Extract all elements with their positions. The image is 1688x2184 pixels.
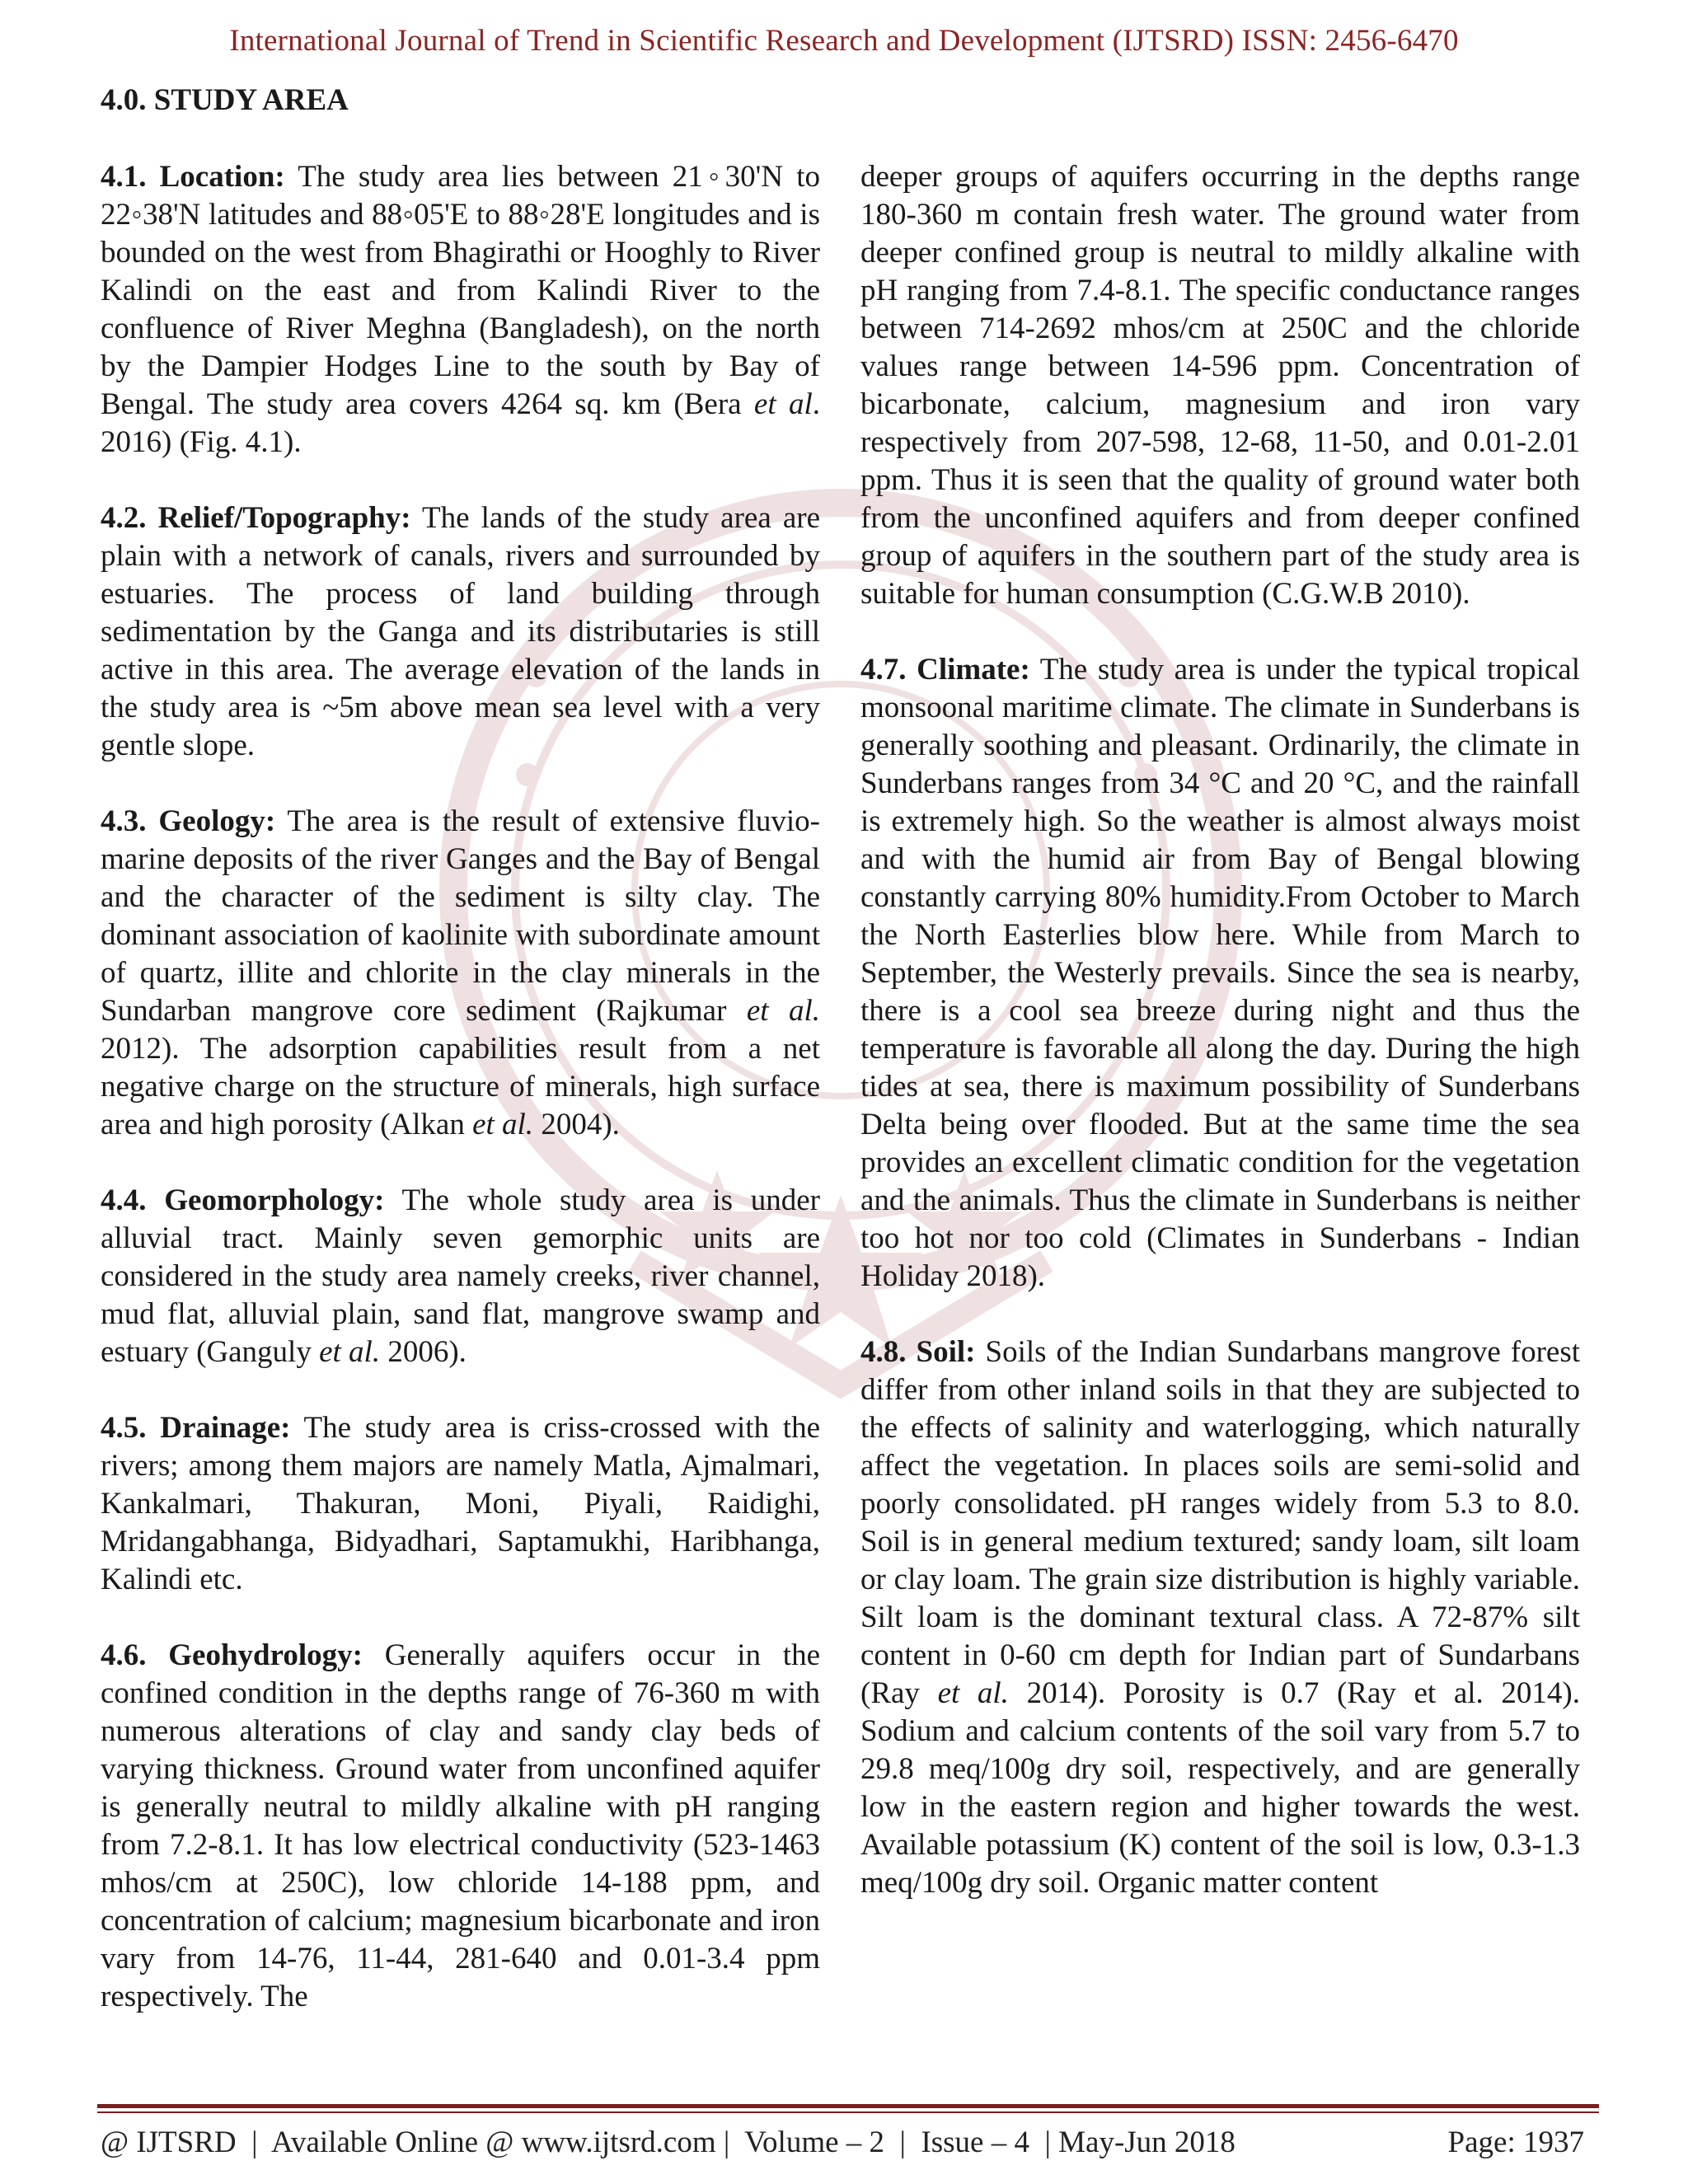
body-location: The study area lies between 21◦30'N to 22◦38'N latitudes and 88◦05'E to 88◦28'E longitudes and is bounded on the west from Bhagirathi or Hooghly to River Kalindi on the east and from Kalindi River to the confluence of River Meghna (Bangladesh), on the north by the Dampier Hodges Line to the south by Bay of Bengal. The study area covers 4264 sq. km (Bera	[101, 160, 820, 421]
paragraph-location	[101, 158, 820, 462]
body-drainage: The study area is criss-crossed with the rivers; among them majors are namely Matla, Ajmalmari, Kankalmari, Thakuran, Moni, Piyali, Raidighi, Mridangabhanga, Bidyadhari, Saptamukhi, Haribhanga, Kalindi etc.	[101, 1411, 821, 1596]
paragraph-geohydrology	[101, 1637, 820, 2016]
heading-geology: 4.3. Geology:	[101, 804, 276, 838]
paragraph-climate	[860, 651, 1580, 1296]
journal-header: International Journal of Trend in Scientific Research and Development (IJTSRD) ISSN: 2456-6470	[229, 24, 1459, 58]
heading-climate: 4.7. Climate:	[860, 653, 1030, 687]
body-relief: The lands of the study area are plain with a network of canals, rivers and surrounded by estuaries. The process of land building through sedimentation by the Ganga and its distributaries is still active in this area. The average elevation of the lands in the study area is ~5m above mean sea level with a very gentle slope.	[101, 501, 820, 762]
heading-soil: 4.8. Soil:	[860, 1335, 976, 1369]
paragraph-soil	[860, 1333, 1580, 1902]
citation-etal: et al	[753, 387, 813, 421]
body-geology-mid: 2012). The adsorption capabilities result from a net negative charge on the structure of minerals, high surface area and high porosity (Alkan	[101, 1032, 820, 1141]
body-geohydrology: Generally aquifers occur in the confined condition in the depths range of 76-360 m with numerous alterations of clay and sandy clay beds of varying thickness. Ground water from unconfined aquifer is generally neutral to mildly alkaline with pH ranging from 7.2-8.1. It has low electrical conductivity (523-1463 mhos/cm at 250C), low chloride 14-188 ppm, and concentration of calcium; magnesium bicarbonate and iron vary from 14-76, 11-44, 281-640 and 0.01-3.4 ppm respectively. The	[101, 1638, 820, 2013]
page-number: Page: 1937	[1447, 2125, 1584, 2159]
heading-geohydrology: 4.6. Geohydrology:	[101, 1638, 363, 1672]
right-column	[860, 158, 1580, 1940]
footer-rule	[97, 2104, 1599, 2108]
body-geology-tail: 2004).	[533, 1108, 620, 1141]
citation-etal: et al.	[319, 1335, 381, 1369]
body-soil: Soils of the Indian Sundarbans mangrove forest differ from other inland soils in that they are subjected to the effects of salinity and waterlogging, which naturally affect the vegetation. In places soils are semi-solid and poorly consolidated. pH ranges widely from 5.3 to 8.0. Soil is in general medium textured; sandy loam, silt loam or clay loam. The grain size distribution is highly variable. Silt loam is the dominant textural class. A 72-87% silt content in 0-60 cm depth for Indian part of Sundarbans (Ray	[860, 1335, 1580, 1710]
citation-etal: et al.	[746, 994, 820, 1028]
paragraph-drainage	[101, 1409, 820, 1599]
footer-info: @ IJTSRD | Available Online @ www.ijtsrd.com | Volume – 2 | Issue – 4 | May-Jun 2018	[101, 2125, 1236, 2159]
paragraph-geomorphology	[101, 1182, 820, 1371]
body-geomorphology: The whole study area is under alluvial tract. Mainly seven gemorphic units are considered in the study area namely creeks, river channel, mud flat, alluvial plain, sand flat, mangrove swamp and estuary (Ganguly	[101, 1183, 821, 1369]
citation-etal: et al.	[937, 1676, 1009, 1710]
body-geomorphology-tail: 2006).	[380, 1335, 467, 1369]
body-location-tail: . 2016) (Fig. 4.1).	[101, 387, 820, 459]
heading-drainage: 4.5. Drainage:	[101, 1411, 291, 1445]
body-climate: The study area is under the typical tropical monsoonal maritime climate. The climate in Sunderbans is generally soothing and pleasant. Ordinarily, the climate in Sunderbans ranges from 34 °C and 20 °C, and the rainfall is extremely high. So the weather is almost always moist and with the humid air from Bay of Bengal blowing constantly carrying 80% humidity.From October to March the North Easterlies blow here. While from March to September, the Westerly prevails. Since the sea is nearby, there is a cool sea breeze during night and thus the temperature is favorable all along the day. During the high tides at sea, there is maximum possibility of Sunderbans Delta being over flooded. But at the same time the sea provides an excellent climatic condition for the vegetation and the animals. Thus the climate in Sunderbans is neither too hot nor too cold (Climates in Sunderbans - Indian Holiday 2018).	[860, 653, 1580, 1293]
body-geology: The area is the result of extensive fluvio-marine deposits of the river Ganges and the Bay of Bengal and the character of the sediment is silty clay. The dominant association of kaolinite with subordinate amount of quartz, illite and chlorite in the clay minerals in the Sundarban mangrove core sediment (Rajkumar	[101, 804, 820, 1028]
citation-etal: et al.	[472, 1108, 534, 1141]
section-title: 4.0. STUDY AREA	[101, 83, 349, 117]
paragraph-geology	[101, 803, 820, 1144]
left-column	[101, 158, 820, 2054]
paragraph-relief	[101, 499, 820, 765]
heading-location: 4.1. Location:	[101, 160, 285, 194]
heading-relief: 4.2. Relief/Topography:	[101, 501, 411, 535]
page-footer	[101, 2125, 1584, 2160]
heading-geomorphology: 4.4. Geomorphology:	[101, 1183, 385, 1217]
footer-rule-thin	[97, 2111, 1599, 2113]
paragraph-geohydrology-continued: deeper groups of aquifers occurring in the depths range 180-360 m contain fresh water. The ground water from deeper confined group is neutral to mildly alkaline with pH ranging from 7.4-8.1. The specific conductance ranges between 714-2692 mhos/cm at 250C and the chloride values range between 14-596 ppm. Concentration of bicarbonate, calcium, magnesium and iron vary respectively from 207-598, 12-68, 11-50, and 0.01-2.01 ppm. Thus it is seen that the quality of ground water both from the unconfined aquifers and from deeper confined group of aquifers in the southern part of the study area is suitable for human consumption (C.G.W.B 2010).	[860, 160, 1580, 611]
body-soil-tail: 2014). Porosity is 0.7 (Ray et al. 2014). Sodium and calcium contents of the soil vary from 5.7 to 29.8 meq/100g dry soil, respectively, and are generally low in the eastern region and higher towards the west. Available potassium (K) content of the soil is low, 0.3-1.3 meq/100g dry soil. Organic matter content	[860, 1676, 1580, 1900]
